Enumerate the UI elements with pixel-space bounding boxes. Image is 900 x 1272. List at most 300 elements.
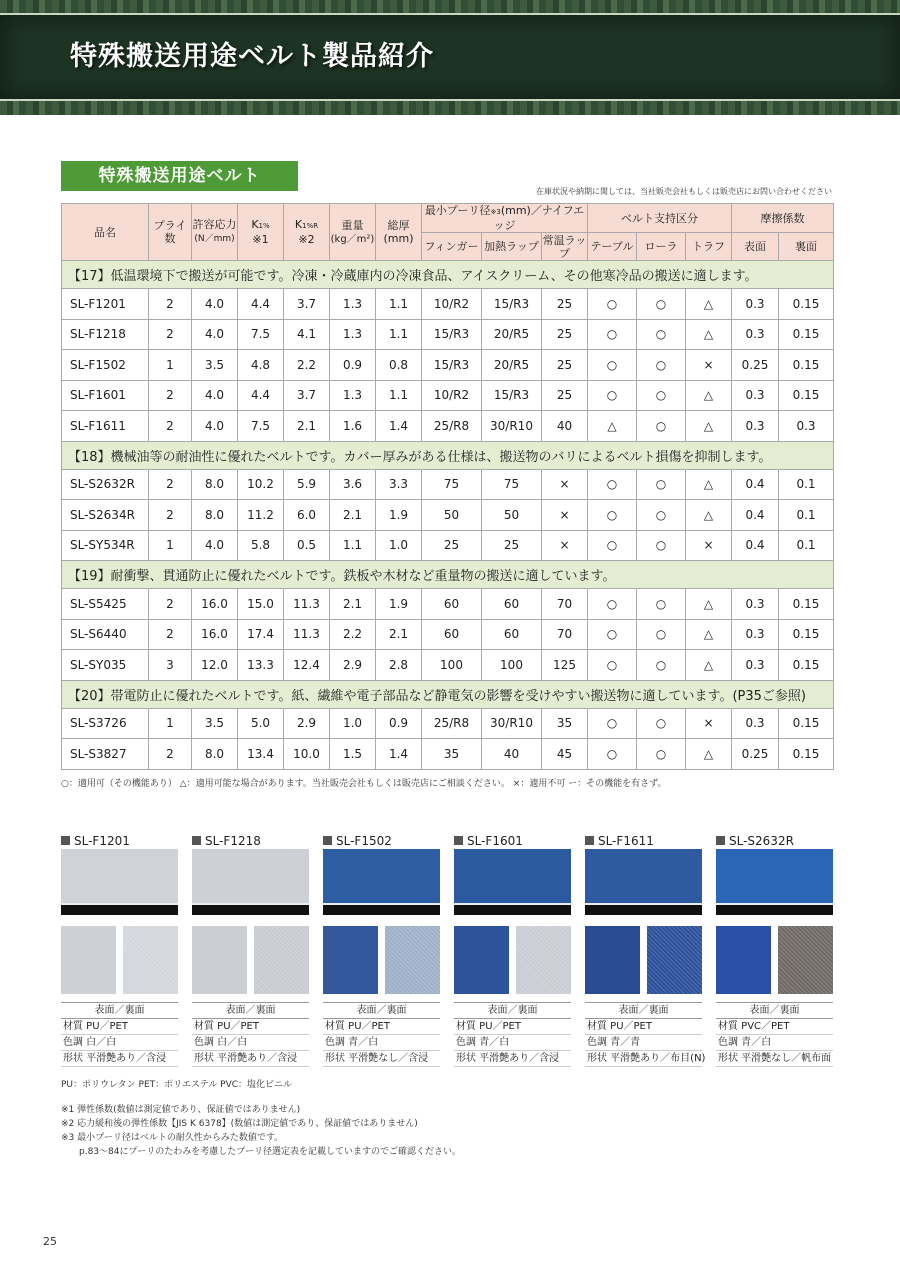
table-cell: 25 bbox=[542, 350, 588, 381]
square-bullet-icon bbox=[716, 836, 725, 845]
sample-properties bbox=[585, 1002, 706, 1067]
table-cell: 1.9 bbox=[376, 589, 422, 620]
table-cell: ○ bbox=[588, 619, 637, 650]
table-cell: ○ bbox=[637, 380, 686, 411]
shape-label: 形状 平滑艶あり／含浸 bbox=[454, 1051, 571, 1067]
square-bullet-icon bbox=[192, 836, 201, 845]
table-cell: 25 bbox=[542, 380, 588, 411]
belt-edge-photo bbox=[61, 849, 178, 915]
table-cell: 15/R3 bbox=[482, 289, 542, 320]
table-cell: 0.3 bbox=[732, 289, 779, 320]
header-k2: K1%R ※2 bbox=[284, 204, 330, 261]
banner-top-rule bbox=[0, 13, 900, 15]
product-name-cell: SL-SY035 bbox=[62, 650, 149, 681]
table-cell: × bbox=[542, 469, 588, 500]
table-cell: 1.6 bbox=[330, 411, 376, 442]
product-name-cell: SL-S2632R bbox=[62, 469, 149, 500]
table-cell: 8.0 bbox=[192, 469, 238, 500]
table-cell: 1.0 bbox=[330, 708, 376, 739]
table-cell: 0.25 bbox=[732, 739, 779, 770]
table-cell: 40 bbox=[542, 411, 588, 442]
table-cell: △ bbox=[686, 319, 732, 350]
header-finger: フィンガー bbox=[422, 233, 482, 261]
table-cell: 3.7 bbox=[284, 289, 330, 320]
table-cell: 2 bbox=[149, 739, 192, 770]
belt-edge-photo bbox=[585, 849, 702, 915]
header-heat-lap: 加熱ラップ bbox=[482, 233, 542, 261]
faces-label: 表面／裏面 bbox=[716, 1002, 833, 1019]
table-cell: 0.15 bbox=[779, 589, 834, 620]
page-number: 25 bbox=[43, 1235, 57, 1248]
table-cell: 4.4 bbox=[238, 289, 284, 320]
belt-edge-photo bbox=[716, 849, 833, 915]
table-cell: 1.0 bbox=[376, 530, 422, 561]
color-label: 色調 青／白 bbox=[454, 1035, 571, 1051]
table-cell: ○ bbox=[588, 319, 637, 350]
table-cell: 17.4 bbox=[238, 619, 284, 650]
footnote-1: ※1 弾性係数(数値は測定値であり、保証値ではありません) bbox=[61, 1105, 301, 1115]
table-cell: ○ bbox=[637, 739, 686, 770]
product-name-cell: SL-S6440 bbox=[62, 619, 149, 650]
table-row bbox=[62, 411, 834, 442]
back-surface-photo bbox=[254, 926, 309, 994]
table-row bbox=[62, 500, 834, 531]
table-cell: 3.5 bbox=[192, 350, 238, 381]
section-row bbox=[62, 561, 834, 589]
table-cell: 40 bbox=[482, 739, 542, 770]
table-cell: 2.9 bbox=[284, 708, 330, 739]
table-cell: 4.1 bbox=[284, 319, 330, 350]
table-cell: 0.4 bbox=[732, 469, 779, 500]
table-cell: 10.0 bbox=[284, 739, 330, 770]
table-cell: ○ bbox=[588, 469, 637, 500]
sample-properties bbox=[61, 1002, 178, 1067]
table-cell: 75 bbox=[482, 469, 542, 500]
faces-label: 表面／裏面 bbox=[585, 1002, 702, 1019]
color-label: 色調 青／白 bbox=[323, 1035, 440, 1051]
table-cell: ○ bbox=[637, 708, 686, 739]
front-surface-photo bbox=[454, 926, 509, 994]
table-cell: ○ bbox=[637, 411, 686, 442]
table-cell: 5.8 bbox=[238, 530, 284, 561]
shape-label: 形状 平滑艶なし／帆布面 bbox=[716, 1051, 833, 1067]
section-title: 【20】帯電防止に優れたベルトです。紙、繊維や電子部品など静電気の影響を受けやすい搬送物に適しています。(P35ご参照) bbox=[62, 680, 834, 708]
belt-edge-photo bbox=[323, 849, 440, 915]
table-cell: × bbox=[686, 530, 732, 561]
header-front: 表面 bbox=[732, 233, 779, 261]
table-cell: 25 bbox=[482, 530, 542, 561]
header-stress: 許容応力 (N／mm) bbox=[192, 204, 238, 261]
product-name-cell: SL-S2634R bbox=[62, 500, 149, 531]
table-cell: △ bbox=[588, 411, 637, 442]
back-surface-photo bbox=[516, 926, 571, 994]
table-cell: 60 bbox=[422, 589, 482, 620]
table-cell: 2 bbox=[149, 411, 192, 442]
table-cell: 0.3 bbox=[732, 319, 779, 350]
header-k1: K1% ※1 bbox=[238, 204, 284, 261]
back-surface-photo bbox=[385, 926, 440, 994]
table-cell: 4.8 bbox=[238, 350, 284, 381]
front-surface-photo bbox=[716, 926, 771, 994]
spec-table-body bbox=[62, 261, 834, 770]
table-cell: 0.3 bbox=[732, 708, 779, 739]
header-banner bbox=[0, 0, 900, 115]
table-cell: ○ bbox=[637, 350, 686, 381]
table-cell: 2.2 bbox=[330, 619, 376, 650]
table-cell: ○ bbox=[588, 739, 637, 770]
back-surface-photo bbox=[123, 926, 178, 994]
faces-label: 表面／裏面 bbox=[323, 1002, 440, 1019]
belt-face-photos bbox=[716, 926, 833, 994]
table-cell: × bbox=[542, 530, 588, 561]
section-tag: 特殊搬送用途ベルト bbox=[61, 161, 298, 191]
table-row bbox=[62, 708, 834, 739]
table-cell: ○ bbox=[637, 319, 686, 350]
belt-face-photos bbox=[323, 926, 440, 994]
sample-properties bbox=[454, 1002, 571, 1067]
table-cell: 8.0 bbox=[192, 500, 238, 531]
table-cell: 7.5 bbox=[238, 411, 284, 442]
square-bullet-icon bbox=[585, 836, 594, 845]
table-cell: 50 bbox=[482, 500, 542, 531]
material-label: 材質 PU／PET bbox=[454, 1019, 571, 1035]
table-cell: 30/R10 bbox=[482, 411, 542, 442]
table-cell: 5.0 bbox=[238, 708, 284, 739]
table-cell: 12.4 bbox=[284, 650, 330, 681]
table-cell: 13.3 bbox=[238, 650, 284, 681]
table-cell: 2 bbox=[149, 319, 192, 350]
table-cell: 0.3 bbox=[732, 380, 779, 411]
table-cell: 1.4 bbox=[376, 411, 422, 442]
color-label: 色調 白／白 bbox=[192, 1035, 309, 1051]
footnote-3-detail: p.83～84にプーリのたわみを考慮したプーリ径選定表を記載していますのでご確認ください。 bbox=[79, 1147, 461, 1157]
table-cell: 10.2 bbox=[238, 469, 284, 500]
sample-name: SL-F1201 bbox=[61, 833, 178, 849]
table-cell: 1 bbox=[149, 350, 192, 381]
header-roller: ローラ bbox=[637, 233, 686, 261]
table-cell: 0.15 bbox=[779, 739, 834, 770]
square-bullet-icon bbox=[454, 836, 463, 845]
belt-face-photos bbox=[454, 926, 571, 994]
back-surface-photo bbox=[778, 926, 833, 994]
table-cell: ○ bbox=[637, 289, 686, 320]
table-cell: 1.1 bbox=[376, 289, 422, 320]
table-cell: 70 bbox=[542, 619, 588, 650]
faces-label: 表面／裏面 bbox=[192, 1002, 309, 1019]
header-thickness: 総厚 (mm) bbox=[376, 204, 422, 261]
table-cell: △ bbox=[686, 411, 732, 442]
table-cell: × bbox=[542, 500, 588, 531]
section-title: 【19】耐衝撃、貫通防止に優れたベルトです。鉄板や木材など重量物の搬送に適しています。 bbox=[62, 561, 834, 589]
sample-properties bbox=[716, 1002, 833, 1067]
table-cell: 15/R3 bbox=[482, 380, 542, 411]
table-cell: 1.9 bbox=[376, 500, 422, 531]
table-cell: 8.0 bbox=[192, 739, 238, 770]
header-friction: 摩擦係数 bbox=[732, 204, 834, 233]
product-name-cell: SL-S3726 bbox=[62, 708, 149, 739]
table-cell: 2.1 bbox=[330, 500, 376, 531]
product-name-cell: SL-SY534R bbox=[62, 530, 149, 561]
sample-name: SL-F1218 bbox=[192, 833, 309, 849]
table-cell: 15/R3 bbox=[422, 350, 482, 381]
color-label: 色調 白／白 bbox=[61, 1035, 178, 1051]
banner-bottom-rule bbox=[0, 99, 900, 101]
table-cell: 15/R3 bbox=[422, 319, 482, 350]
table-cell: ○ bbox=[637, 589, 686, 620]
table-cell: 30/R10 bbox=[482, 708, 542, 739]
table-cell: 3.3 bbox=[376, 469, 422, 500]
shape-label: 形状 平滑艶あり／含浸 bbox=[192, 1051, 309, 1067]
table-cell: 0.15 bbox=[779, 650, 834, 681]
table-cell: 1.1 bbox=[330, 530, 376, 561]
product-name-cell: SL-F1601 bbox=[62, 380, 149, 411]
product-name-cell: SL-F1201 bbox=[62, 289, 149, 320]
table-cell: 25 bbox=[422, 530, 482, 561]
table-cell: 2 bbox=[149, 500, 192, 531]
table-cell: 2.1 bbox=[284, 411, 330, 442]
table-cell: 10/R2 bbox=[422, 289, 482, 320]
table-cell: 0.3 bbox=[732, 411, 779, 442]
table-cell: △ bbox=[686, 589, 732, 620]
square-bullet-icon bbox=[323, 836, 332, 845]
table-cell: 0.15 bbox=[779, 708, 834, 739]
table-cell: 3.7 bbox=[284, 380, 330, 411]
header-name: 品名 bbox=[62, 204, 149, 261]
table-cell: 1.4 bbox=[376, 739, 422, 770]
table-cell: 2.1 bbox=[376, 619, 422, 650]
table-cell: 6.0 bbox=[284, 500, 330, 531]
table-row bbox=[62, 289, 834, 320]
table-cell: 25 bbox=[542, 289, 588, 320]
table-cell: 16.0 bbox=[192, 589, 238, 620]
table-row bbox=[62, 350, 834, 381]
table-cell: △ bbox=[686, 619, 732, 650]
table-cell: 0.3 bbox=[779, 411, 834, 442]
sample-name: SL-F1611 bbox=[585, 833, 702, 849]
section-title: 【17】低温環境下で搬送が可能です。冷凍・冷蔵庫内の冷凍食品、アイスクリーム、その他寒冷品の搬送に適します。 bbox=[62, 261, 834, 289]
table-row bbox=[62, 739, 834, 770]
table-row bbox=[62, 530, 834, 561]
table-cell: 25/R8 bbox=[422, 411, 482, 442]
table-cell: × bbox=[686, 708, 732, 739]
footnotes bbox=[61, 1103, 461, 1159]
table-cell: ○ bbox=[588, 708, 637, 739]
material-label: 材質 PU／PET bbox=[61, 1019, 178, 1035]
table-cell: 35 bbox=[422, 739, 482, 770]
table-cell: ○ bbox=[588, 650, 637, 681]
table-cell: △ bbox=[686, 380, 732, 411]
table-cell: ○ bbox=[637, 530, 686, 561]
table-cell: 1 bbox=[149, 708, 192, 739]
table-cell: 125 bbox=[542, 650, 588, 681]
color-label: 色調 青／青 bbox=[585, 1035, 702, 1051]
table-cell: 2.8 bbox=[376, 650, 422, 681]
table-cell: 11.3 bbox=[284, 589, 330, 620]
faces-label: 表面／裏面 bbox=[61, 1002, 178, 1019]
color-label: 色調 青／白 bbox=[716, 1035, 833, 1051]
sample-name: SL-F1502 bbox=[323, 833, 440, 849]
table-row bbox=[62, 589, 834, 620]
header-support: ベルト支持区分 bbox=[588, 204, 732, 233]
front-surface-photo bbox=[61, 926, 116, 994]
shape-label: 形状 平滑艶あり／含浸 bbox=[61, 1051, 178, 1067]
page-title: 特殊搬送用途ベルト製品紹介 bbox=[70, 41, 434, 72]
table-cell: 3.5 bbox=[192, 708, 238, 739]
belt-face-photos bbox=[192, 926, 309, 994]
belt-edge-photo bbox=[454, 849, 571, 915]
table-cell: 0.3 bbox=[732, 650, 779, 681]
table-cell: 1 bbox=[149, 530, 192, 561]
footnote-2: ※2 応力緩和後の弾性係数【JIS K 6378】(数値は測定値であり、保証値ではありません) bbox=[61, 1119, 418, 1129]
table-cell: 70 bbox=[542, 589, 588, 620]
table-cell: 11.3 bbox=[284, 619, 330, 650]
table-cell: 16.0 bbox=[192, 619, 238, 650]
product-name-cell: SL-F1611 bbox=[62, 411, 149, 442]
material-label: 材質 PVC／PET bbox=[716, 1019, 833, 1035]
table-cell: 0.15 bbox=[779, 289, 834, 320]
table-cell: 0.4 bbox=[732, 500, 779, 531]
table-cell: ○ bbox=[588, 350, 637, 381]
header-min-pulley: 最小プーリ径※3(mm)／ナイフエッジ bbox=[422, 204, 588, 233]
table-cell: 4.0 bbox=[192, 289, 238, 320]
table-cell: ○ bbox=[637, 650, 686, 681]
table-cell: 1.1 bbox=[376, 319, 422, 350]
table-cell: 60 bbox=[482, 619, 542, 650]
table-cell: 75 bbox=[422, 469, 482, 500]
table-cell: 15.0 bbox=[238, 589, 284, 620]
table-cell: 0.15 bbox=[779, 350, 834, 381]
product-name-cell: SL-F1502 bbox=[62, 350, 149, 381]
table-cell: 0.1 bbox=[779, 500, 834, 531]
table-cell: 2.9 bbox=[330, 650, 376, 681]
section-title: 【18】機械油等の耐油性に優れたベルトです。カバー厚みがある仕様は、搬送物のバリによるベルト損傷を抑制します。 bbox=[62, 441, 834, 469]
table-cell: △ bbox=[686, 469, 732, 500]
sample-properties bbox=[192, 1002, 309, 1067]
table-cell: 5.9 bbox=[284, 469, 330, 500]
material-label: 材質 PU／PET bbox=[323, 1019, 440, 1035]
table-cell: ○ bbox=[588, 500, 637, 531]
belt-sample bbox=[61, 833, 178, 1067]
table-cell: 25 bbox=[542, 319, 588, 350]
footnote-3: ※3 最小プーリ径はベルトの耐久性からみた数値です。 bbox=[61, 1133, 284, 1143]
table-row bbox=[62, 650, 834, 681]
product-name-cell: SL-F1218 bbox=[62, 319, 149, 350]
table-cell: 2.1 bbox=[330, 589, 376, 620]
belt-sample bbox=[716, 833, 833, 1067]
table-cell: 7.5 bbox=[238, 319, 284, 350]
table-cell: 0.3 bbox=[732, 619, 779, 650]
table-cell: ○ bbox=[588, 289, 637, 320]
table-row bbox=[62, 319, 834, 350]
header-weight: 重量 (kg／m²) bbox=[330, 204, 376, 261]
table-cell: 2 bbox=[149, 289, 192, 320]
table-cell: 60 bbox=[482, 589, 542, 620]
table-cell: 1.1 bbox=[376, 380, 422, 411]
belt-sample bbox=[585, 833, 706, 1067]
table-cell: 1.3 bbox=[330, 289, 376, 320]
table-cell: 60 bbox=[422, 619, 482, 650]
section-row bbox=[62, 261, 834, 289]
shape-label: 形状 平滑艶なし／含浸 bbox=[323, 1051, 440, 1067]
header-table: テーブル bbox=[588, 233, 637, 261]
belt-sample bbox=[323, 833, 440, 1067]
material-label: 材質 PU／PET bbox=[192, 1019, 309, 1035]
table-cell: △ bbox=[686, 289, 732, 320]
table-cell: 4.0 bbox=[192, 411, 238, 442]
table-cell: 100 bbox=[422, 650, 482, 681]
table-cell: 25/R8 bbox=[422, 708, 482, 739]
product-name-cell: SL-S5425 bbox=[62, 589, 149, 620]
header-trough: トラフ bbox=[686, 233, 732, 261]
table-cell: 1.3 bbox=[330, 380, 376, 411]
front-surface-photo bbox=[192, 926, 247, 994]
sample-name: SL-F1601 bbox=[454, 833, 571, 849]
belt-face-photos bbox=[61, 926, 178, 994]
table-cell: 2 bbox=[149, 380, 192, 411]
table-cell: 0.1 bbox=[779, 530, 834, 561]
table-row bbox=[62, 619, 834, 650]
table-cell: 1.3 bbox=[330, 319, 376, 350]
table-cell: 10/R2 bbox=[422, 380, 482, 411]
section-row bbox=[62, 441, 834, 469]
spec-table bbox=[61, 203, 834, 770]
table-cell: 3.6 bbox=[330, 469, 376, 500]
table-cell: 4.0 bbox=[192, 380, 238, 411]
table-cell: ○ bbox=[588, 589, 637, 620]
table-cell: × bbox=[686, 350, 732, 381]
table-cell: 4.0 bbox=[192, 319, 238, 350]
table-cell: 35 bbox=[542, 708, 588, 739]
table-cell: 4.0 bbox=[192, 530, 238, 561]
table-cell: 13.4 bbox=[238, 739, 284, 770]
shape-label: 形状 平滑艶あり／布目(N) bbox=[585, 1051, 702, 1067]
belt-samples bbox=[61, 833, 833, 1063]
table-cell: 0.4 bbox=[732, 530, 779, 561]
table-cell: 11.2 bbox=[238, 500, 284, 531]
table-cell: ○ bbox=[588, 380, 637, 411]
header-ply: プライ数 bbox=[149, 204, 192, 261]
material-legend: PU：ポリウレタン PET：ポリエステル PVC：塩化ビニル bbox=[61, 1080, 293, 1090]
section-row bbox=[62, 680, 834, 708]
square-bullet-icon bbox=[61, 836, 70, 845]
table-cell: 3 bbox=[149, 650, 192, 681]
table-cell: 2 bbox=[149, 619, 192, 650]
table-cell: 20/R5 bbox=[482, 319, 542, 350]
belt-edge-photo bbox=[192, 849, 309, 915]
belt-sample bbox=[454, 833, 571, 1067]
table-cell: ○ bbox=[637, 619, 686, 650]
table-cell: △ bbox=[686, 739, 732, 770]
product-name-cell: SL-S3827 bbox=[62, 739, 149, 770]
table-cell: ○ bbox=[637, 500, 686, 531]
table-cell: 0.9 bbox=[376, 708, 422, 739]
table-cell: 20/R5 bbox=[482, 350, 542, 381]
sample-properties bbox=[323, 1002, 440, 1067]
table-cell: 0.15 bbox=[779, 619, 834, 650]
table-cell: ○ bbox=[637, 469, 686, 500]
table-row bbox=[62, 380, 834, 411]
table-cell: 0.1 bbox=[779, 469, 834, 500]
sample-name: SL-S2632R bbox=[716, 833, 833, 849]
table-cell: 2 bbox=[149, 469, 192, 500]
table-cell: 4.4 bbox=[238, 380, 284, 411]
front-surface-photo bbox=[585, 926, 640, 994]
header-normal-lap: 常温ラップ bbox=[542, 233, 587, 260]
table-cell: 0.5 bbox=[284, 530, 330, 561]
table-cell: 45 bbox=[542, 739, 588, 770]
table-cell: 50 bbox=[422, 500, 482, 531]
table-cell: 0.15 bbox=[779, 319, 834, 350]
